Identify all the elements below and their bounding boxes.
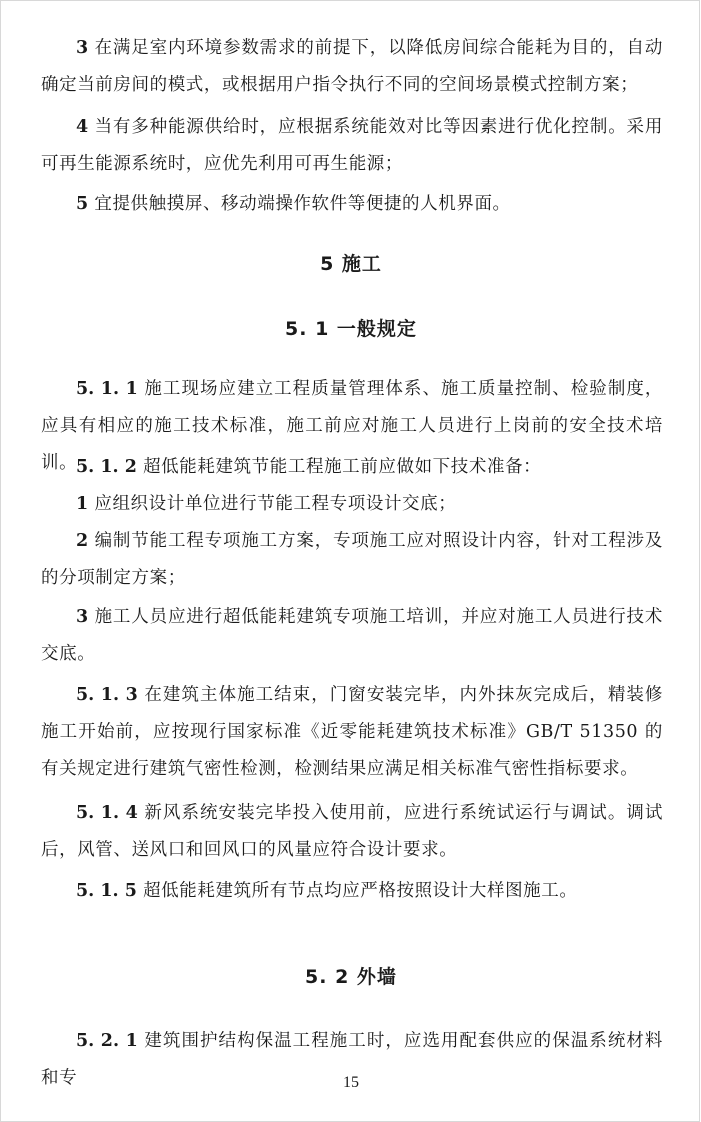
- section-heading-5-2: 5. 2 外墙: [305, 966, 397, 988]
- list-item: [41, 30, 663, 104]
- clause-text: 建筑围护结构保温工程施工时，应选用配套供应的保温系统材料和专: [41, 1031, 663, 1088]
- clause-item: [41, 677, 663, 788]
- clause-text: 新风系统安装完毕投入使用前，应进行系统试运行与调试。调试后，风管、送风口和回风口的风量应符合设计要求。: [41, 803, 663, 860]
- list-item: [41, 486, 663, 523]
- item-text: 施工人员应进行超低能耗建筑专项施工培训，并应对施工人员进行技术交底。: [41, 607, 663, 664]
- clause-item: [41, 795, 663, 869]
- item-number: 1: [76, 494, 89, 514]
- section-heading-5-1: 5. 1 一般规定: [285, 318, 417, 340]
- item-text: 应组织设计单位进行节能工程专项设计交底；: [94, 494, 457, 514]
- item-text: 在满足室内环境参数需求的前提下，以降低房间综合能耗为目的，自动确定当前房间的模式，或根据用户指令执行不同的空间场景模式控制方案；: [41, 38, 663, 95]
- clause-number: 5. 1. 5: [76, 881, 137, 901]
- item-number: 2: [76, 531, 89, 551]
- list-item: [41, 186, 663, 223]
- list-item: [41, 599, 663, 673]
- item-number: 5: [76, 194, 89, 214]
- item-number: 3: [76, 38, 89, 58]
- item-number: 3: [76, 607, 89, 627]
- item-text: 编制节能工程专项施工方案，专项施工应对照设计内容，针对工程涉及的分项制定方案；: [41, 531, 663, 588]
- clause-number: 5. 1. 1: [76, 379, 138, 399]
- clause-item: [41, 449, 663, 486]
- clause-number: 5. 1. 3: [76, 685, 138, 705]
- clause-number: 5. 1. 4: [76, 803, 138, 823]
- clause-item: [41, 873, 663, 910]
- clause-number: 5. 1. 2: [76, 457, 137, 477]
- chapter-heading: 5 施工: [320, 253, 382, 275]
- page-number: 15: [343, 1074, 359, 1091]
- item-text: 宜提供触摸屏、移动端操作软件等便捷的人机界面。: [94, 194, 511, 214]
- item-text: 当有多种能源供给时，应根据系统能效对比等因素进行优化控制。采用可再生能源系统时，应优先利用可再生能源；: [41, 117, 663, 174]
- clause-text: 超低能耗建筑节能工程施工前应做如下技术准备：: [143, 457, 542, 477]
- list-item: [41, 523, 663, 597]
- clause-number: 5. 2. 1: [76, 1031, 138, 1051]
- item-number: 4: [76, 117, 89, 137]
- clause-text: 施工现场应建立工程质量管理体系、施工质量控制、检验制度，应具有相应的施工技术标准，施工前应对施工人员进行上岗前的安全技术培训。: [41, 379, 663, 473]
- list-item: [41, 109, 663, 183]
- clause-text: 在建筑主体施工结束，门窗安装完毕，内外抹灰完成后，精装修施工开始前，应按现行国家标准《近零能耗建筑技术标准》GB/T 51350 的有关规定进行建筑气密性检测，检测结果应满足相关标准气密性指标要求。: [41, 685, 663, 779]
- clause-text: 超低能耗建筑所有节点均应严格按照设计大样图施工。: [143, 881, 578, 901]
